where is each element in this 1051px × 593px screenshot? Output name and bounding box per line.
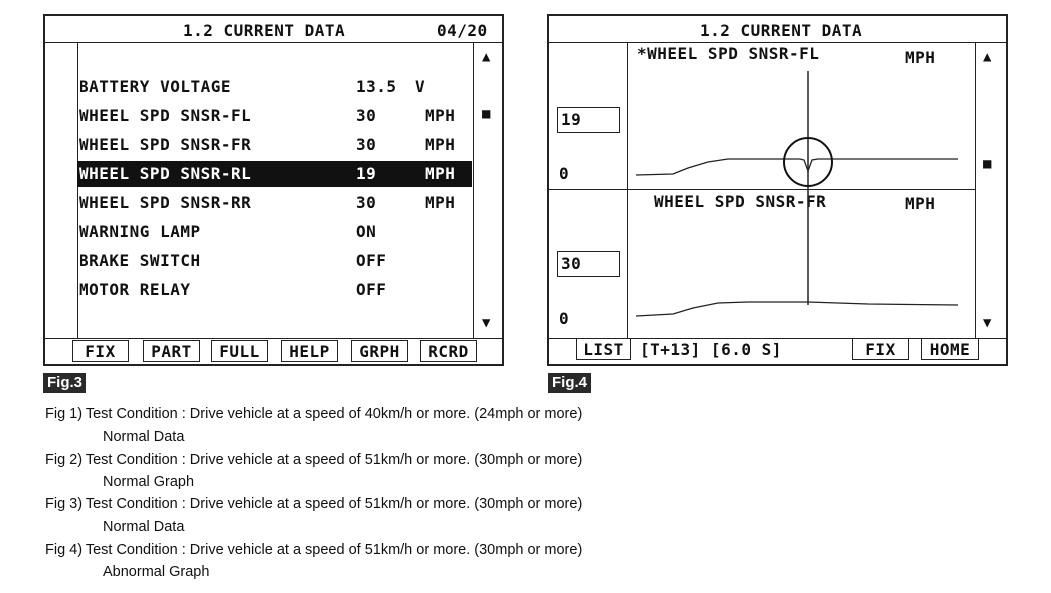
fig4-tag: Fig.4 bbox=[548, 373, 591, 393]
row-unit: MPH bbox=[425, 135, 456, 154]
list-button[interactable]: LIST bbox=[576, 338, 631, 360]
graph2-zero-label: 0 bbox=[559, 309, 570, 328]
fig3-scrollbar-divider bbox=[473, 43, 474, 338]
scroll-down-icon[interactable]: ▼ bbox=[983, 315, 992, 331]
graph1-trace bbox=[636, 159, 958, 175]
row-label: WHEEL SPD SNSR-FR bbox=[79, 135, 252, 154]
row-value: ON bbox=[356, 222, 377, 241]
caption-fig3: Fig 3) Test Condition : Drive vehicle at a speed of 51km/h or more. (30mph or more) bbox=[45, 496, 583, 512]
data-row-wheel-spd-fl[interactable] bbox=[77, 103, 472, 129]
row-value: 30 bbox=[356, 106, 377, 125]
scroll-thumb-icon[interactable]: ■ bbox=[482, 106, 491, 122]
home-button[interactable]: HOME bbox=[921, 338, 979, 360]
fig3-tag: Fig.3 bbox=[43, 373, 86, 393]
scroll-thumb-icon[interactable]: ■ bbox=[983, 156, 992, 172]
row-value: 13.5 bbox=[356, 77, 397, 96]
caption-fig1: Fig 1) Test Condition : Drive vehicle at a speed of 40km/h or more. (24mph or more) bbox=[45, 406, 583, 422]
fix-button[interactable]: FIX bbox=[72, 340, 129, 362]
scroll-up-icon[interactable]: ▲ bbox=[482, 49, 491, 65]
fig3-title-divider bbox=[45, 42, 502, 43]
data-row-motor-relay[interactable] bbox=[77, 277, 472, 303]
help-button[interactable]: HELP bbox=[281, 340, 338, 362]
graph1-unit: MPH bbox=[905, 48, 936, 67]
graph1-zero-label: 0 bbox=[559, 164, 570, 183]
scroll-up-icon[interactable]: ▲ bbox=[983, 49, 992, 65]
data-row-brake-switch[interactable] bbox=[77, 248, 472, 274]
fig3-page-indicator: 04/20 bbox=[437, 21, 488, 40]
row-value: 30 bbox=[356, 193, 377, 212]
row-label: BRAKE SWITCH bbox=[79, 251, 201, 270]
row-unit: MPH bbox=[425, 193, 456, 212]
row-label: WHEEL SPD SNSR-RL bbox=[79, 164, 252, 183]
row-unit: V bbox=[415, 77, 426, 96]
caption-fig4: Fig 4) Test Condition : Drive vehicle at a speed of 51km/h or more. (30mph or more) bbox=[45, 542, 583, 558]
rcrd-button[interactable]: RCRD bbox=[420, 340, 477, 362]
graph1-value-box: 19 bbox=[557, 107, 620, 133]
row-unit: MPH bbox=[425, 164, 456, 183]
row-label: WHEEL SPD SNSR-FL bbox=[79, 106, 252, 125]
graph2-value-box: 30 bbox=[557, 251, 620, 277]
row-label: WHEEL SPD SNSR-RR bbox=[79, 193, 252, 212]
data-row-wheel-spd-fr[interactable] bbox=[77, 132, 472, 158]
row-unit: MPH bbox=[425, 106, 456, 125]
row-label: BATTERY VOLTAGE bbox=[79, 77, 231, 96]
fix-button[interactable]: FIX bbox=[852, 338, 909, 360]
row-value: 30 bbox=[356, 135, 377, 154]
full-button[interactable]: FULL bbox=[211, 340, 268, 362]
fig4-scrollbar-divider bbox=[975, 43, 976, 338]
graph-plot-area bbox=[628, 43, 975, 338]
row-value: OFF bbox=[356, 280, 387, 299]
row-value: OFF bbox=[356, 251, 387, 270]
graph2-unit: MPH bbox=[905, 194, 936, 213]
fig3-footer-divider bbox=[45, 338, 502, 339]
data-row-warning-lamp[interactable] bbox=[77, 219, 472, 245]
data-row-wheel-spd-rr[interactable] bbox=[77, 190, 472, 216]
data-row-battery-voltage[interactable] bbox=[77, 74, 472, 100]
scroll-down-icon[interactable]: ▼ bbox=[482, 315, 491, 331]
graph1-label: *WHEEL SPD SNSR-FL bbox=[637, 44, 820, 63]
data-row-wheel-spd-rl-selected[interactable] bbox=[77, 161, 472, 187]
row-value: 19 bbox=[356, 164, 377, 183]
graph2-label: WHEEL SPD SNSR-FR bbox=[654, 192, 827, 211]
part-button[interactable]: PART bbox=[143, 340, 200, 362]
grph-button[interactable]: GRPH bbox=[351, 340, 408, 362]
graph2-trace bbox=[636, 302, 958, 316]
row-label: MOTOR RELAY bbox=[79, 280, 191, 299]
caption-fig3-result: Normal Data bbox=[103, 519, 185, 535]
fig4-title: 1.2 CURRENT DATA bbox=[700, 21, 863, 40]
caption-fig2-result: Normal Graph bbox=[103, 474, 195, 490]
fig3-title: 1.2 CURRENT DATA bbox=[183, 21, 346, 40]
caption-fig4-result: Abnormal Graph bbox=[103, 564, 210, 580]
row-label: WARNING LAMP bbox=[79, 222, 201, 241]
caption-fig2: Fig 2) Test Condition : Drive vehicle at a speed of 51km/h or more. (30mph or more) bbox=[45, 452, 583, 468]
caption-fig1-result: Normal Data bbox=[103, 429, 185, 445]
time-status: [T+13] [6.0 S] bbox=[640, 340, 782, 359]
